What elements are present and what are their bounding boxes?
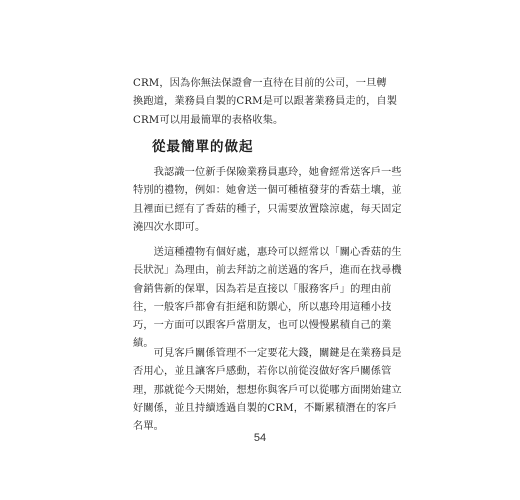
section-heading: 從最簡單的做起 — [152, 139, 254, 155]
text-line: 澆四次水即可。 — [133, 221, 206, 233]
page-number: 54 — [253, 432, 267, 444]
text-line: 換跑道，業務員自製的CRM是可以跟著業務員走的，自製 — [133, 96, 398, 108]
text-line: 往，一般客戶都會有拒絕和防禦心，所以惠玲用這種小技 — [133, 301, 392, 313]
paragraph-2 — [133, 164, 402, 237]
paragraph-4 — [133, 345, 402, 436]
text-line: 績。 — [133, 338, 154, 350]
text-line: 特別的禮物，例如：她會送一個可種植發芽的香菇土壤，並 — [133, 185, 402, 197]
text-line: 理，那就從今天開始，想想你與客戶可以從哪方面開始建立 — [133, 384, 402, 396]
text-line: 我認識一位新手保險業務員惠玲，她會經常送客戶一些 — [133, 167, 402, 178]
text-line: 巧，一方面可以跟客戶當朋友，也可以慢慢累積自己的業 — [133, 320, 392, 332]
text-line: 名單。 — [133, 421, 165, 433]
paragraph-3 — [133, 244, 402, 354]
text-line: CRM可以用最簡單的表格收集。 — [133, 114, 284, 126]
text-line: 可見客戶關係管理不一定要花大錢，關鍵是在業務員是 — [133, 348, 402, 359]
text-line: 否用心，並且讓客戶感動，若你以前從沒做好客戶關係管 — [133, 366, 392, 378]
text-line: 送這種禮物有個好處，惠玲可以經常以「關心香菇的生 — [133, 247, 402, 258]
paragraph-1 — [133, 75, 398, 130]
text-line: CRM，因為你無法保證會一直待在目前的公司，一旦轉 — [133, 78, 387, 89]
text-line: 會銷售新的保單，因為若是直接以「服務客戶」的理由前 — [133, 283, 392, 295]
text-line: 且裡面已經有了香菇的種子，只需要放置陰涼處，每天固定 — [133, 203, 402, 215]
text-line: 好關係，並且持續透過自製的CRM，不斷累積潛在的客戶 — [133, 402, 398, 414]
text-line: 長狀況」為理由，前去拜訪之前送過的客戶，進而在找尋機 — [133, 265, 402, 277]
